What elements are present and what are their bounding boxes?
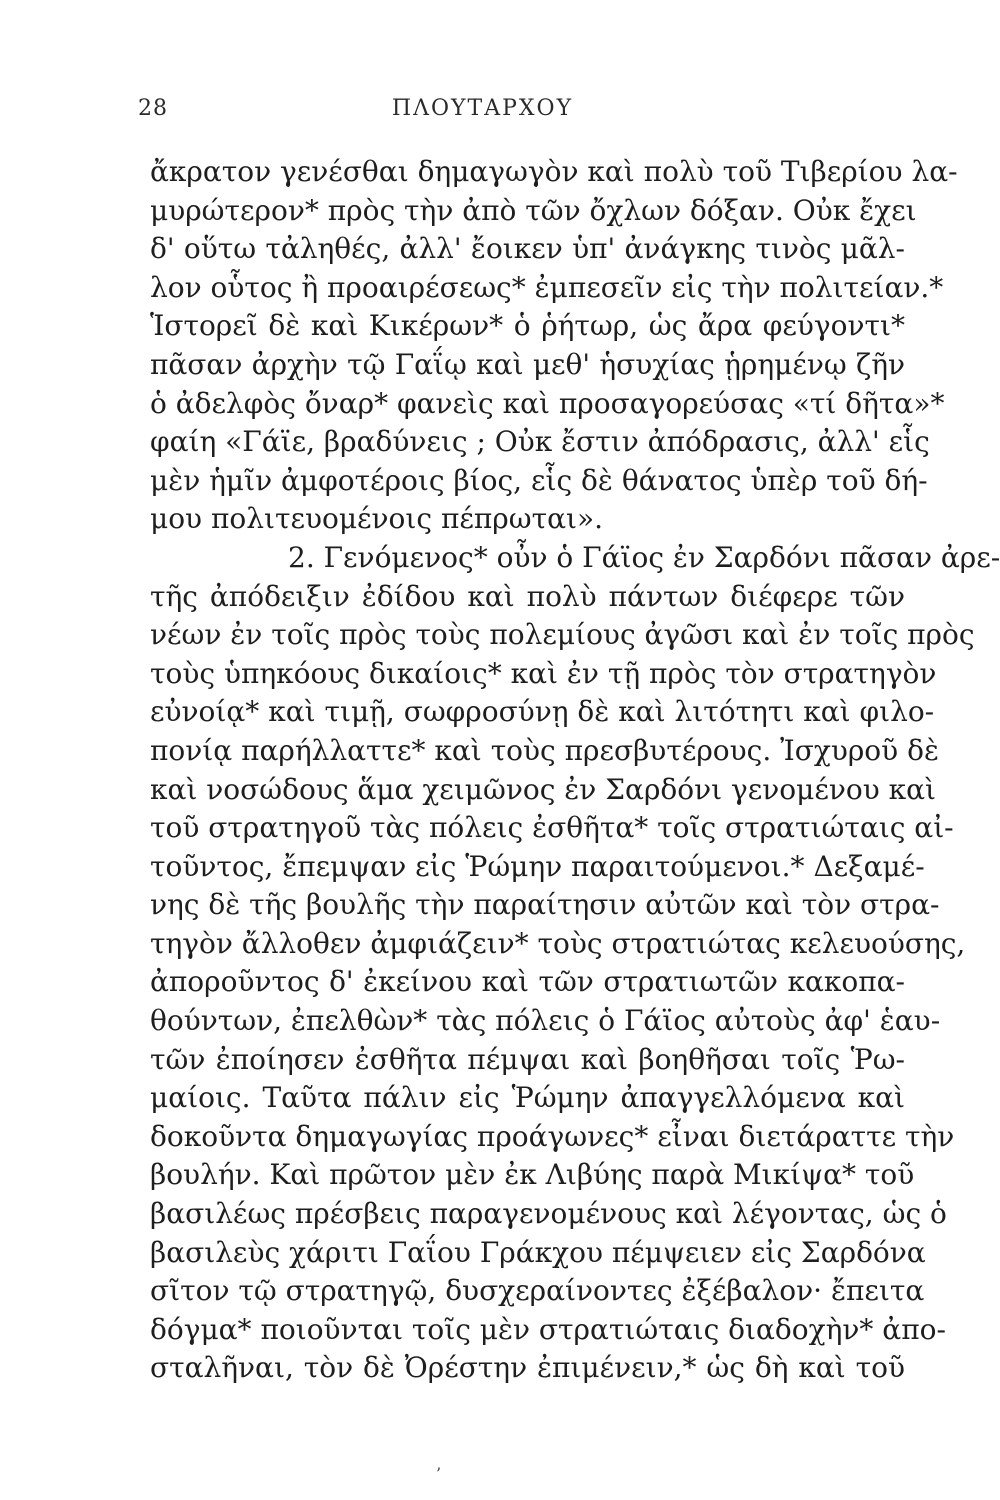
text-line: καὶ νοσώδους ἅμα χειμῶνος ἐν Σαρδόνι γενομένου καὶ: [150, 772, 937, 806]
text-line: τῆς ἀπόδειξιν ἐδίδου καὶ πολὺ πάντων διέφερε τῶν: [150, 579, 905, 613]
page-header: [0, 96, 965, 126]
paragraph-end-line: μου πολιτευομένοις πέπρωται».: [150, 502, 603, 536]
text-line: εὐνοίᾳ* καὶ τιμῇ, σωφροσύνῃ δὲ καὶ λιτότητι καὶ φιλο-: [150, 695, 935, 729]
text-line: πονίᾳ παρήλλαττε* καὶ τοὺς πρεσβυτέρους. Ἰσχυροῦ δὲ: [150, 733, 939, 767]
text-line: τῶν ἐποίησεν ἐσθῆτα πέμψαι καὶ βοηθῆσαι τοῖς Ῥω-: [150, 1042, 905, 1076]
text-line: πᾶσαν ἀρχὴν τῷ Γαΐῳ καὶ μεθ' ἡσυχίας ᾑρημένῳ ζῆν: [150, 347, 905, 381]
text-line: τοῦντος, ἔπεμψαν εἰς Ῥώμην παραιτούμενοι.* Δεξαμέ-: [150, 849, 925, 883]
text-line: Ἱστορεῖ δὲ καὶ Κικέρων* ὁ ῥήτωρ, ὡς ἄρα φεύγοντι*: [150, 309, 905, 343]
text-line: σταλῆναι, τὸν δὲ Ὀρέστην ἐπιμένειν,* ὡς δὴ καὶ τοῦ: [150, 1351, 905, 1385]
text-line: τοῦ στρατηγοῦ τὰς πόλεις ἐσθῆτα* τοῖς στρατιώταις αἰ-: [150, 811, 954, 845]
text-line: μυρώτερον* πρὸς τὴν ἀπὸ τῶν ὄχλων δόξαν. Οὐκ ἔχει: [150, 193, 917, 227]
text-line: δ' οὕτω τἀληθές, ἀλλ' ἔοικεν ὑπ' ἀνάγκης τινὸς μᾶλ-: [150, 232, 905, 266]
text-line: λον οὗτος ἢ προαιρέσεως* ἐμπεσεῖν εἰς τὴν πολιτείαν.*: [150, 270, 944, 304]
text-line: ἄκρατον γενέσθαι δημαγωγὸν καὶ πολὺ τοῦ Τιβερίου λα-: [150, 155, 958, 188]
text-line: δόγμα* ποιοῦνται τοῖς μὲν στρατιώταις διαδοχὴν* ἀπο-: [150, 1312, 946, 1346]
text-line: τοὺς ὑπηκόους δικαίοις* καὶ ἐν τῇ πρὸς τὸν στρατηγὸν: [150, 656, 937, 690]
text-line: νης δὲ τῆς βουλῆς τὴν παραίτησιν αὐτῶν καὶ τὸν στρα-: [150, 888, 940, 922]
text-line: θούντων, ἐπελθὼν* τὰς πόλεις ὁ Γάϊος αὐτοὺς ἀφ' ἑαυ-: [150, 1004, 941, 1038]
text-line: νέων ἐν τοῖς πρὸς τοὺς πολεμίους ἀγῶσι καὶ ἐν τοῖς πρὸς: [150, 618, 975, 652]
text-line: φαίη «Γάϊε, βραδύνεις ; Οὐκ ἔστιν ἀπόδρασις, ἀλλ' εἷς: [150, 425, 930, 459]
section-2-start-line: 2. Γενόμενος* οὖν ὁ Γάϊος ἐν Σαρδόνι πᾶσαν ἀρε-: [288, 540, 1000, 574]
running-title: ΠΛΟΥΤΑΡΧΟΥ: [391, 96, 574, 121]
text-line: ἀποροῦντος δ' ἐκείνου καὶ τῶν στρατιωτῶν κακοπα-: [150, 965, 905, 999]
text-line: ὁ ἀδελφὸς ὄναρ* φανεὶς καὶ προσαγορεύσας «τί δῆτα»*: [150, 386, 945, 420]
text-line: μὲν ἡμῖν ἀμφοτέροις βίος, εἷς δὲ θάνατος ὑπὲρ τοῦ δή-: [150, 463, 928, 497]
printer-mark: ’: [436, 1464, 442, 1483]
text-line: σῖτον τῷ στρατηγῷ, δυσχεραίνοντες ἐξέβαλον· ἔπειτα: [150, 1274, 925, 1308]
text-line: μαίοις. Ταῦτα πάλιν εἰς Ῥώμην ἀπαγγελλόμενα καὶ: [150, 1081, 905, 1115]
text-line: δοκοῦντα δημαγωγίας προάγωνες* εἶναι διετάραττε τὴν: [150, 1119, 955, 1153]
page-number: 28: [138, 96, 168, 121]
text-line: βασιλέως πρέσβεις παραγενομένους καὶ λέγοντας, ὡς ὁ: [150, 1197, 947, 1231]
text-line: βασιλεὺς χάριτι Γαΐου Γράκχου πέμψειεν εἰς Σαρδόνα: [150, 1235, 926, 1269]
text-line: τηγὸν ἄλλοθεν ἀμφιάζειν* τοὺς στρατιώτας κελευούσης,: [150, 926, 966, 960]
text-line: βουλήν. Καὶ πρῶτον μὲν ἐκ Λιβύης παρὰ Μικίψα* τοῦ: [150, 1158, 915, 1192]
body-text: [150, 153, 1000, 1388]
